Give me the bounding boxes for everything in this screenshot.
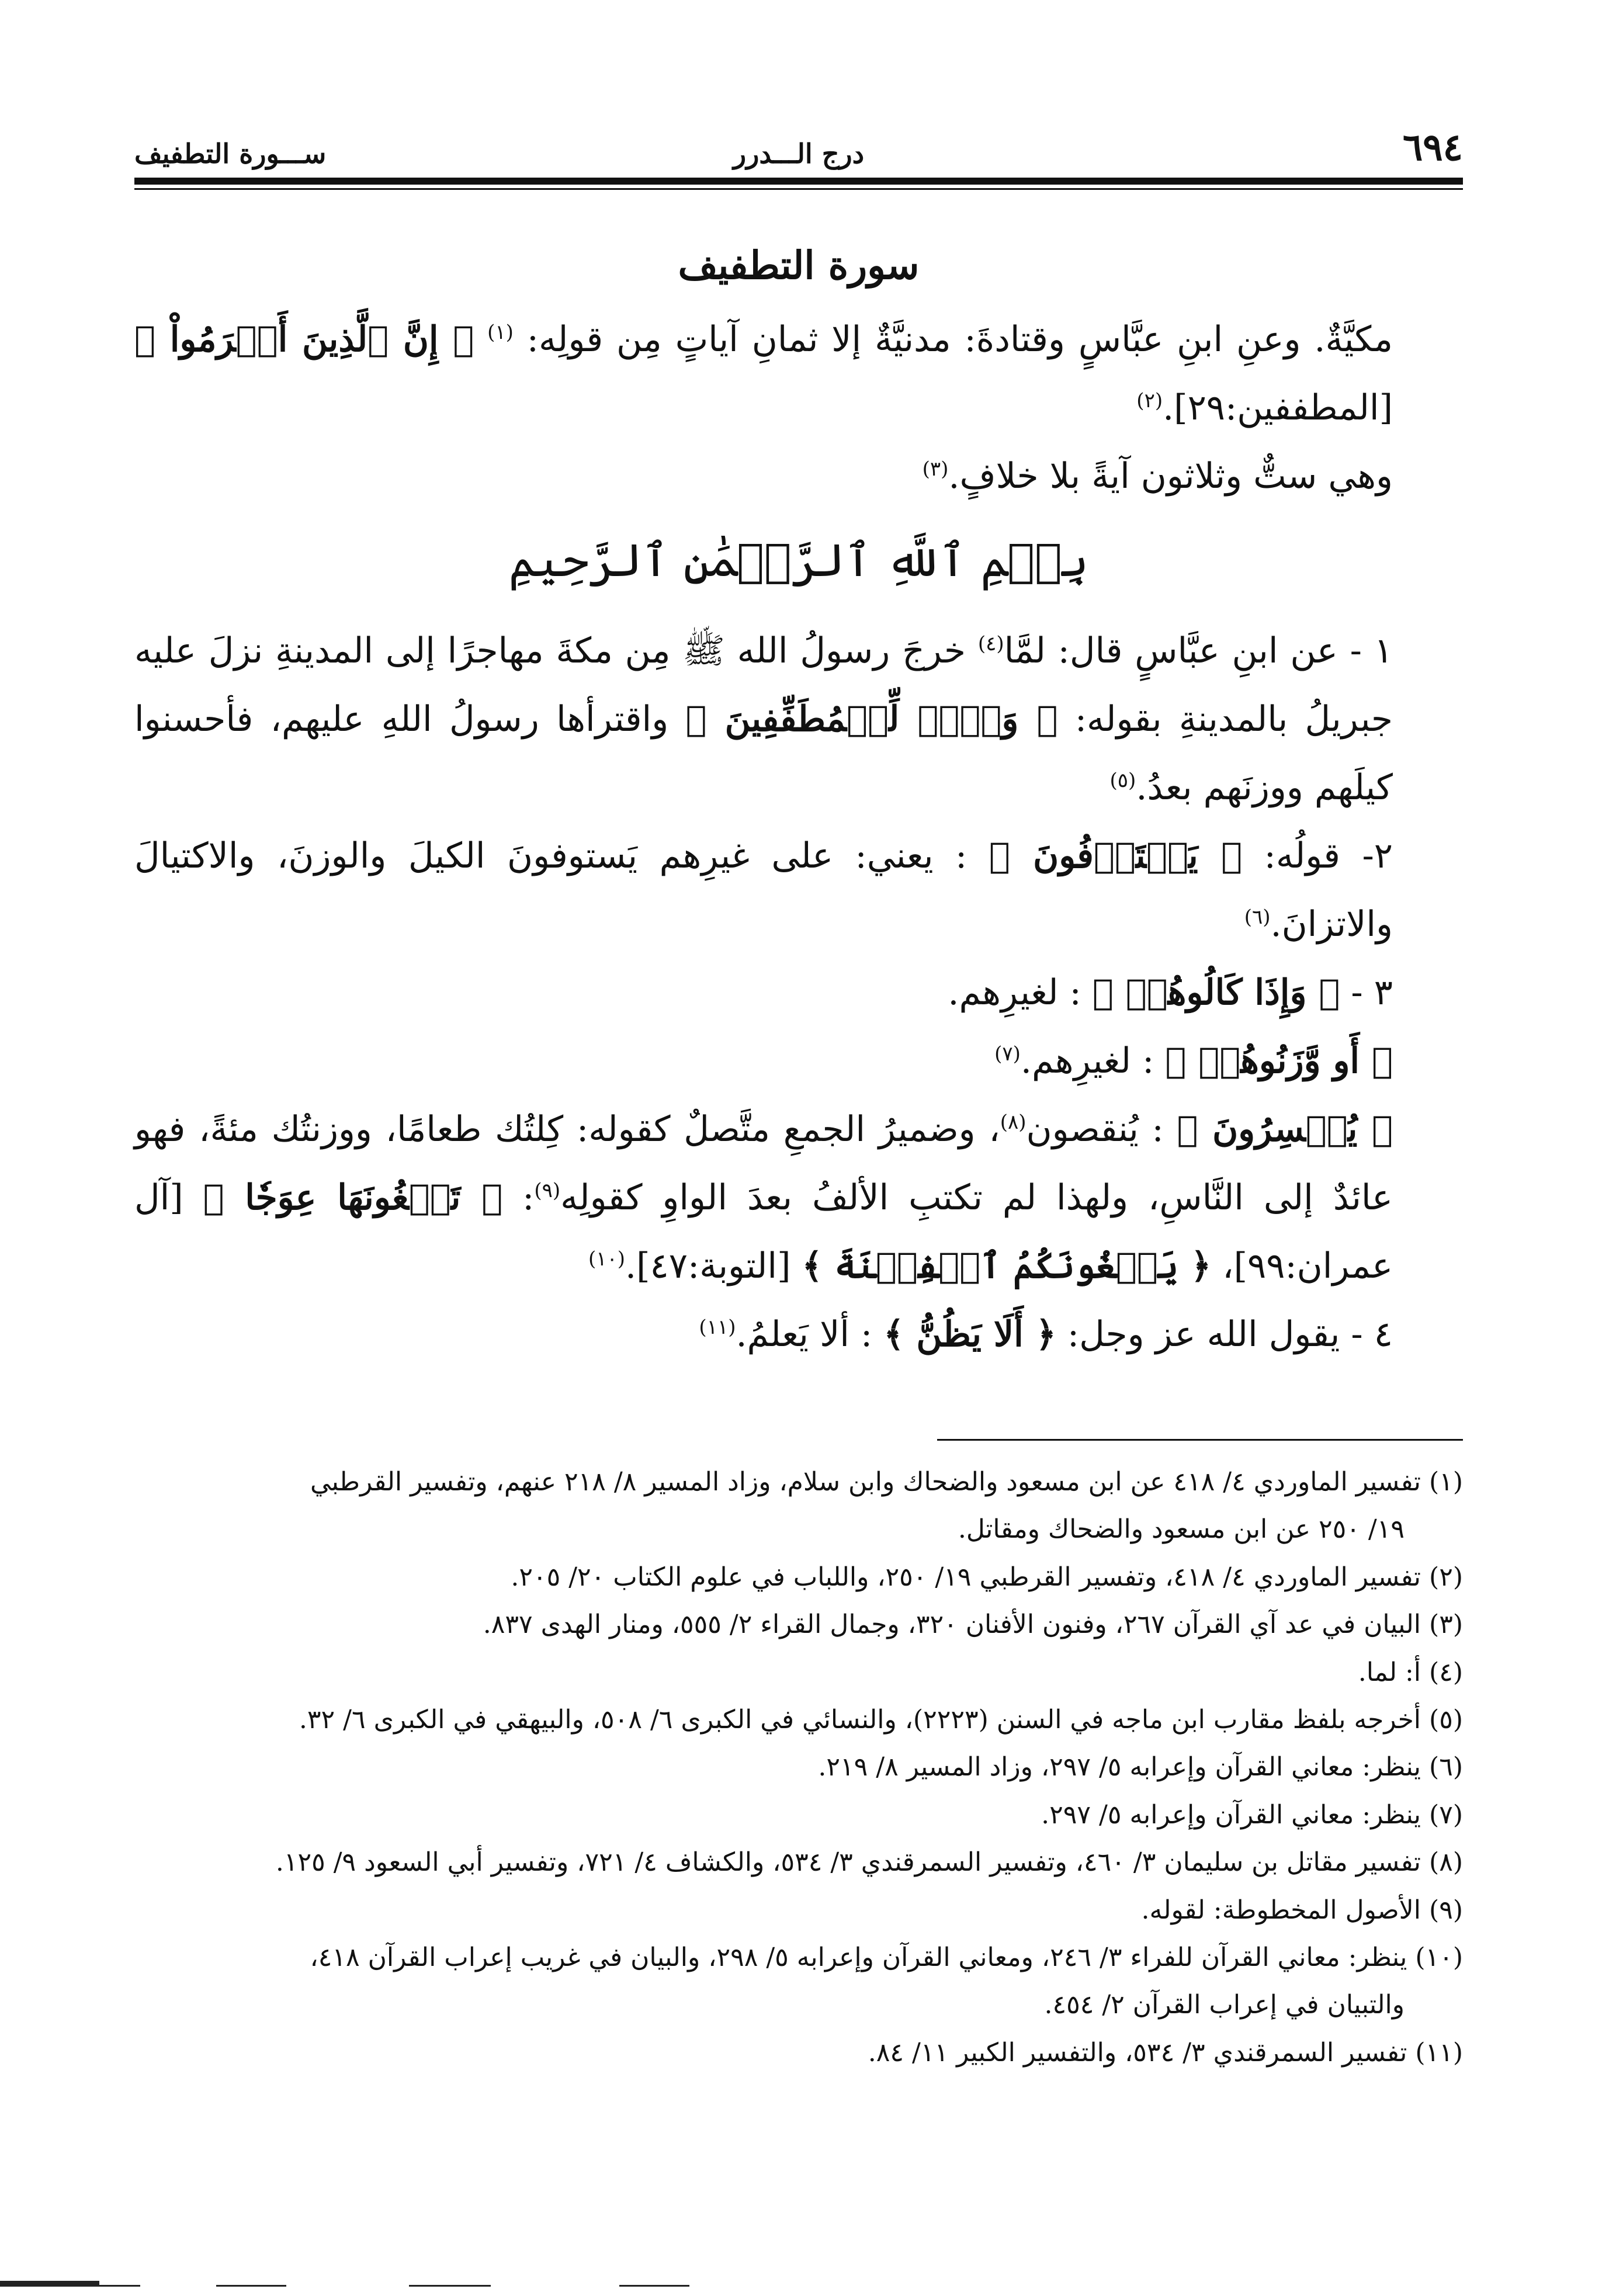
footnote	[134, 1458, 1463, 1553]
quran-quote: ﴿ تَبۡغُونَهَا عِوَجٗا ﴾	[203, 1177, 503, 1219]
scan-mark	[216, 2285, 286, 2287]
scan-mark	[409, 2285, 491, 2287]
scan-mark	[99, 2285, 140, 2287]
footnote-ref: (٦)	[1244, 906, 1271, 930]
main-text	[134, 306, 1463, 1369]
footnote-ref: (٢)	[1136, 389, 1163, 412]
footnote-text: ينظر: معاني القرآن وإعرابه ٥/ ٢٩٧، وزاد المسير ٨/ ٢١٩.	[818, 1752, 1421, 1782]
verse-reference: [آل عمران:٩٩]،	[134, 1177, 1393, 1287]
footnote-text: البيان في عد آي القرآن ٢٦٧، وفنون الأفنان ٣٢٠، وجمال القراء ٢/ ٥٥٥، ومنار الهدى ٨٣٧.	[483, 1610, 1421, 1640]
footnote-text: ينظر: معاني القرآن للفراء ٣/ ٢٤٦، ومعاني القرآن وإعرابه ٥/ ٢٩٨، والبيان في غريب إعراب القرآن ٤١٨،	[310, 1943, 1407, 1972]
verse-reference: [المطففين:٢٩].	[1163, 387, 1393, 428]
header-rule-thin	[134, 188, 1463, 190]
commentary-text: واقترأها رسولُ اللهِ عليهم، فأحسنوا كيلَهم ووزنَهم بعدُ.	[134, 699, 1393, 809]
footnote	[134, 1743, 1463, 1791]
page-number: ٦٩٤	[1402, 126, 1463, 169]
footnote-ref: (١١)	[699, 1316, 736, 1340]
commentary-text: ، وضميرُ الجمعِ متَّصلٌ كقوله: كِلتُك طعامًا، ووزنتُك مئةً، فهو عائدٌ إلى النَّاسِ، ولهذا لم تكتبِ الألفُ بعدَ الواوِ كقولِه	[134, 1109, 1393, 1219]
footnote-number: (٩)	[1429, 1895, 1463, 1925]
quran-quote: ﴿ يُخۡسِرُونَ ﴾	[1177, 1109, 1393, 1150]
footnote-ref: (٣)	[922, 457, 949, 481]
footnote-text: ينظر: معاني القرآن وإعرابه ٥/ ٢٩٧.	[1041, 1799, 1421, 1830]
footnote	[134, 1791, 1463, 1839]
commentary-1	[134, 617, 1463, 822]
footnote	[134, 1553, 1463, 1601]
quran-quote: ﴿ وَيۡلٞ لِّلۡمُطَفِّفِينَ ﴾	[685, 699, 1058, 740]
quran-quote: ﴿ وَإِذَا كَالُوهُمۡ ﴾	[1092, 972, 1340, 1014]
quran-quote: ﴿ يَسۡتَوۡفُونَ ﴾	[989, 835, 1243, 877]
footnote-number: (٧)	[1429, 1799, 1463, 1830]
footnote-ref: (١٠)	[588, 1247, 625, 1271]
footnote-ref: (٧)	[994, 1042, 1021, 1066]
footnote-text: أ: لما.	[1358, 1657, 1421, 1687]
footnote	[134, 1886, 1463, 1934]
commentary-text: ٣ -	[1340, 972, 1393, 1014]
intro-paragraph	[134, 306, 1463, 442]
footnote-number: (١١)	[1415, 2037, 1463, 2068]
commentary-text: ٤ - يقول الله عز وجل:	[1056, 1314, 1393, 1355]
footnote	[134, 1649, 1463, 1696]
footnote-text: الأصول المخطوطة: لقوله.	[1141, 1895, 1421, 1925]
commentary-text: : يعني: على غيرِهم يَستوفونَ الكيلَ والوزنَ، والاكتيالَ والاتزانَ.	[134, 835, 1393, 945]
basmala: بِسۡمِ ٱللَّهِ ٱلرَّحۡمَٰنِ ٱلرَّحِيمِ	[508, 535, 1089, 587]
footnote-continuation: ١٩/ ٢٥٠ عن ابن مسعود والضحاك ومقاتل.	[958, 1514, 1405, 1545]
footnote-ref: (٥)	[1109, 769, 1136, 793]
footnote-text: تفسير مقاتل بن سليمان ٣/ ٤٦٠، وتفسير السمرقندي ٣/ ٥٣٤، والكشاف ٤/ ٧٢١، وتفسير أبي السعود ٩/ ١٢٥.	[275, 1847, 1421, 1878]
footnote-ref: (٩)	[534, 1179, 561, 1203]
footnote-number: (٦)	[1429, 1752, 1463, 1782]
commentary-text: : ألا يَعلمُ.	[736, 1314, 884, 1355]
quran-quote: ﴿ أَلَا يَظُنُّ ﴾	[883, 1314, 1056, 1355]
commentary-3	[134, 959, 1463, 1027]
footnote	[134, 1696, 1463, 1743]
commentary-2	[134, 822, 1463, 959]
commentary-3b	[134, 1027, 1463, 1095]
footnote	[134, 1839, 1463, 1886]
book-page	[134, 105, 1463, 2296]
footnote	[134, 1601, 1463, 1648]
footnote-continuation: والتبيان في إعراب القرآن ٢/ ٤٥٤.	[1044, 1990, 1405, 2020]
commentary-text: ١ - عن ابنِ عبَّاسٍ قال: لمَّا	[1004, 630, 1393, 672]
surah-title: سورة التطفيف	[678, 242, 920, 288]
scan-edge-marks	[0, 2281, 1609, 2292]
footnote-text: تفسير الماوردي ٤/ ٤١٨ عن ابن مسعود والضحاك وابن سلام، وزاد المسير ٨/ ٢١٨ عنهم، وتفسير القرطبي	[310, 1467, 1421, 1497]
verse-count-text: وهي ستٌّ وثلاثون آيةً بلا خلافٍ.	[948, 456, 1393, 497]
scan-mark	[0, 2281, 99, 2287]
commentary-text: ٢- قولُه:	[1242, 835, 1393, 877]
footnote-number: (١٠)	[1415, 1943, 1463, 1972]
quran-quote: ﴿ يَبۡغُونَكُمُ ٱلۡفِتۡنَةَ ﴾	[802, 1246, 1212, 1287]
commentary-text: : لغيرِهم.	[1020, 1041, 1166, 1082]
footnote-number: (٤)	[1429, 1657, 1463, 1687]
footnote-separator	[937, 1439, 1463, 1441]
commentary-text: :	[502, 1177, 535, 1219]
footnote-text: تفسير الماوردي ٤/ ٤١٨، وتفسير القرطبي ١٩/ ٢٥٠، واللباب في علوم الكتاب ٢٠/ ٢٠٥.	[511, 1562, 1421, 1592]
footnotes	[134, 1458, 1463, 2076]
running-header	[134, 105, 1463, 178]
footnote-number: (٢)	[1429, 1562, 1463, 1592]
commentary-text: : يُنقصون	[1026, 1109, 1177, 1150]
commentary-4	[134, 1300, 1463, 1369]
footnote-number: (٨)	[1429, 1847, 1463, 1878]
footnote-text: تفسير السمرقندي ٣/ ٥٣٤، والتفسير الكبير ١١/ ٨٤.	[868, 2037, 1407, 2068]
footnote	[134, 2029, 1463, 2076]
verse-count-paragraph	[134, 442, 1463, 511]
footnote-number: (١)	[1429, 1467, 1463, 1497]
verse-reference: [التوبة:٤٧].	[625, 1246, 802, 1287]
commentary-text: : لغيرِهم.	[948, 972, 1093, 1014]
footnote-ref: (٨)	[1000, 1111, 1027, 1135]
header-rule-thick	[134, 178, 1463, 185]
scan-mark	[619, 2285, 689, 2287]
surah-name-header: ســـورة التطفيف	[134, 138, 327, 169]
quran-quote: ﴿ أَو وَّزَنُوهُمۡ ﴾	[1165, 1041, 1393, 1082]
footnote-text: أخرجه بلفظ مقارب ابن ماجه في السنن (٢٢٢٣)، والنسائي في الكبرى ٦/ ٥٠٨، والبيهقي في الكبرى ٦/ ٣٢.	[299, 1705, 1421, 1735]
footnote-number: (٥)	[1429, 1705, 1463, 1735]
book-title: درج الـــدرر	[733, 138, 865, 169]
quran-quote: ﴿ إِنَّ ٱلَّذِينَ أَجۡرَمُواْ ﴾	[134, 319, 474, 360]
footnote-number: (٣)	[1429, 1610, 1463, 1640]
commentary-text: خرجَ رسولُ الله ﷺ مِن مكةَ مهاجرًا إلى المدينةِ نزلَ عليه جبريلُ بالمدينةِ بقوله:	[134, 630, 1393, 740]
footnote-ref: (١)	[487, 321, 514, 344]
footnote-ref: (٤)	[977, 632, 1004, 656]
footnote	[134, 1934, 1463, 2029]
intro-text: مكيَّةٌ. وعنِ ابنِ عبَّاسٍ وقتادةَ: مدنيَّةٌ إلا ثمانِ آياتٍ مِن قولِه:	[513, 319, 1393, 360]
commentary-3c	[134, 1095, 1463, 1300]
